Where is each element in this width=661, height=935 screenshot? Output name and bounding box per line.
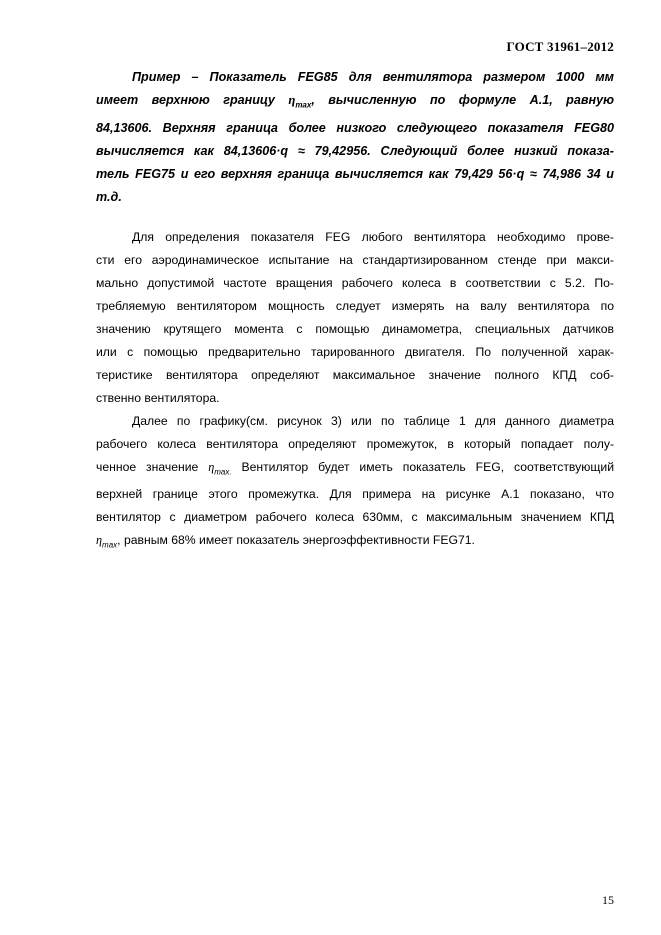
paragraph-line: значению крутящего момента с помощью динамометра, специальных датчиков bbox=[96, 322, 614, 336]
paragraph-line: требляемую вентилятором мощность следует измерять на валу вентилятора по bbox=[96, 299, 614, 313]
eta-subscript: max. bbox=[214, 467, 232, 477]
eta-subscript: max bbox=[295, 100, 312, 110]
example-line: т.д. bbox=[96, 189, 122, 204]
paragraph-line bbox=[96, 529, 614, 556]
page-number: 15 bbox=[602, 893, 614, 907]
paragraph-line: верхней границе этого промежутка. Для примера на рисунке А.1 показано, что bbox=[96, 487, 614, 502]
example-line bbox=[96, 89, 614, 117]
paragraph-line: Далее по графику(см. рисунок 3) или по таблице 1 для данного диаметра bbox=[132, 414, 614, 428]
body-text bbox=[96, 226, 614, 557]
document-code: ГОСТ 31961–2012 bbox=[506, 39, 614, 54]
eta-symbol: η bbox=[288, 93, 296, 107]
paragraph-text: ченное значение bbox=[96, 460, 209, 474]
paragraph-line: вентилятор с диаметром рабочего колеса 630мм, с максимальным значением КПД bbox=[96, 510, 614, 525]
example-line: вычисляется как 84,13606·q ≈ 79,42956. Следующий более низкий показа- bbox=[96, 143, 614, 158]
example-text: , вычисленную по формуле А.1, равную bbox=[311, 93, 614, 107]
paragraph-line: теристике вентилятора определяют максимальное значение полного КПД соб- bbox=[96, 368, 614, 382]
paragraph-line bbox=[96, 456, 614, 483]
paragraph-text: Вентилятор будет иметь показатель FEG, соответствующий bbox=[231, 460, 614, 474]
paragraph-line: мально допустимой частоте вращения рабочего колеса в соответствии с 5.2. По- bbox=[96, 276, 614, 290]
paragraph-line: ственно вентилятора. bbox=[96, 391, 220, 405]
example-line: 84,13606. Верхняя граница более низкого следующего показателя FEG80 bbox=[96, 120, 614, 135]
example-block bbox=[96, 66, 614, 209]
paragraph-line: рабочего колеса вентилятора определяют промежуток, в который попадает полу- bbox=[96, 437, 614, 451]
paragraph-line: сти его аэродинамическое испытание на стандартизированном стенде при макси- bbox=[96, 253, 614, 267]
paragraph-line: Для определения показателя FEG любого вентилятора необходимо прове- bbox=[132, 230, 614, 244]
eta-symbol: η bbox=[208, 460, 215, 474]
eta-symbol: η bbox=[96, 533, 103, 548]
example-line: тель FEG75 и его верхняя граница вычисляется как 79,429 56·q ≈ 74,986 34 и bbox=[96, 166, 614, 181]
example-text: имеет верхнюю границу bbox=[96, 93, 289, 107]
paragraph-text: , равным 68% имеет показатель энергоэффективности FEG71. bbox=[117, 533, 475, 548]
eta-subscript: max bbox=[102, 540, 118, 550]
paragraph-line: или с помощью предварительно тарированного двигателя. По полученной харак- bbox=[96, 345, 614, 359]
example-line: Пример – Показатель FEG85 для вентилятора размером 1000 мм bbox=[132, 70, 614, 84]
